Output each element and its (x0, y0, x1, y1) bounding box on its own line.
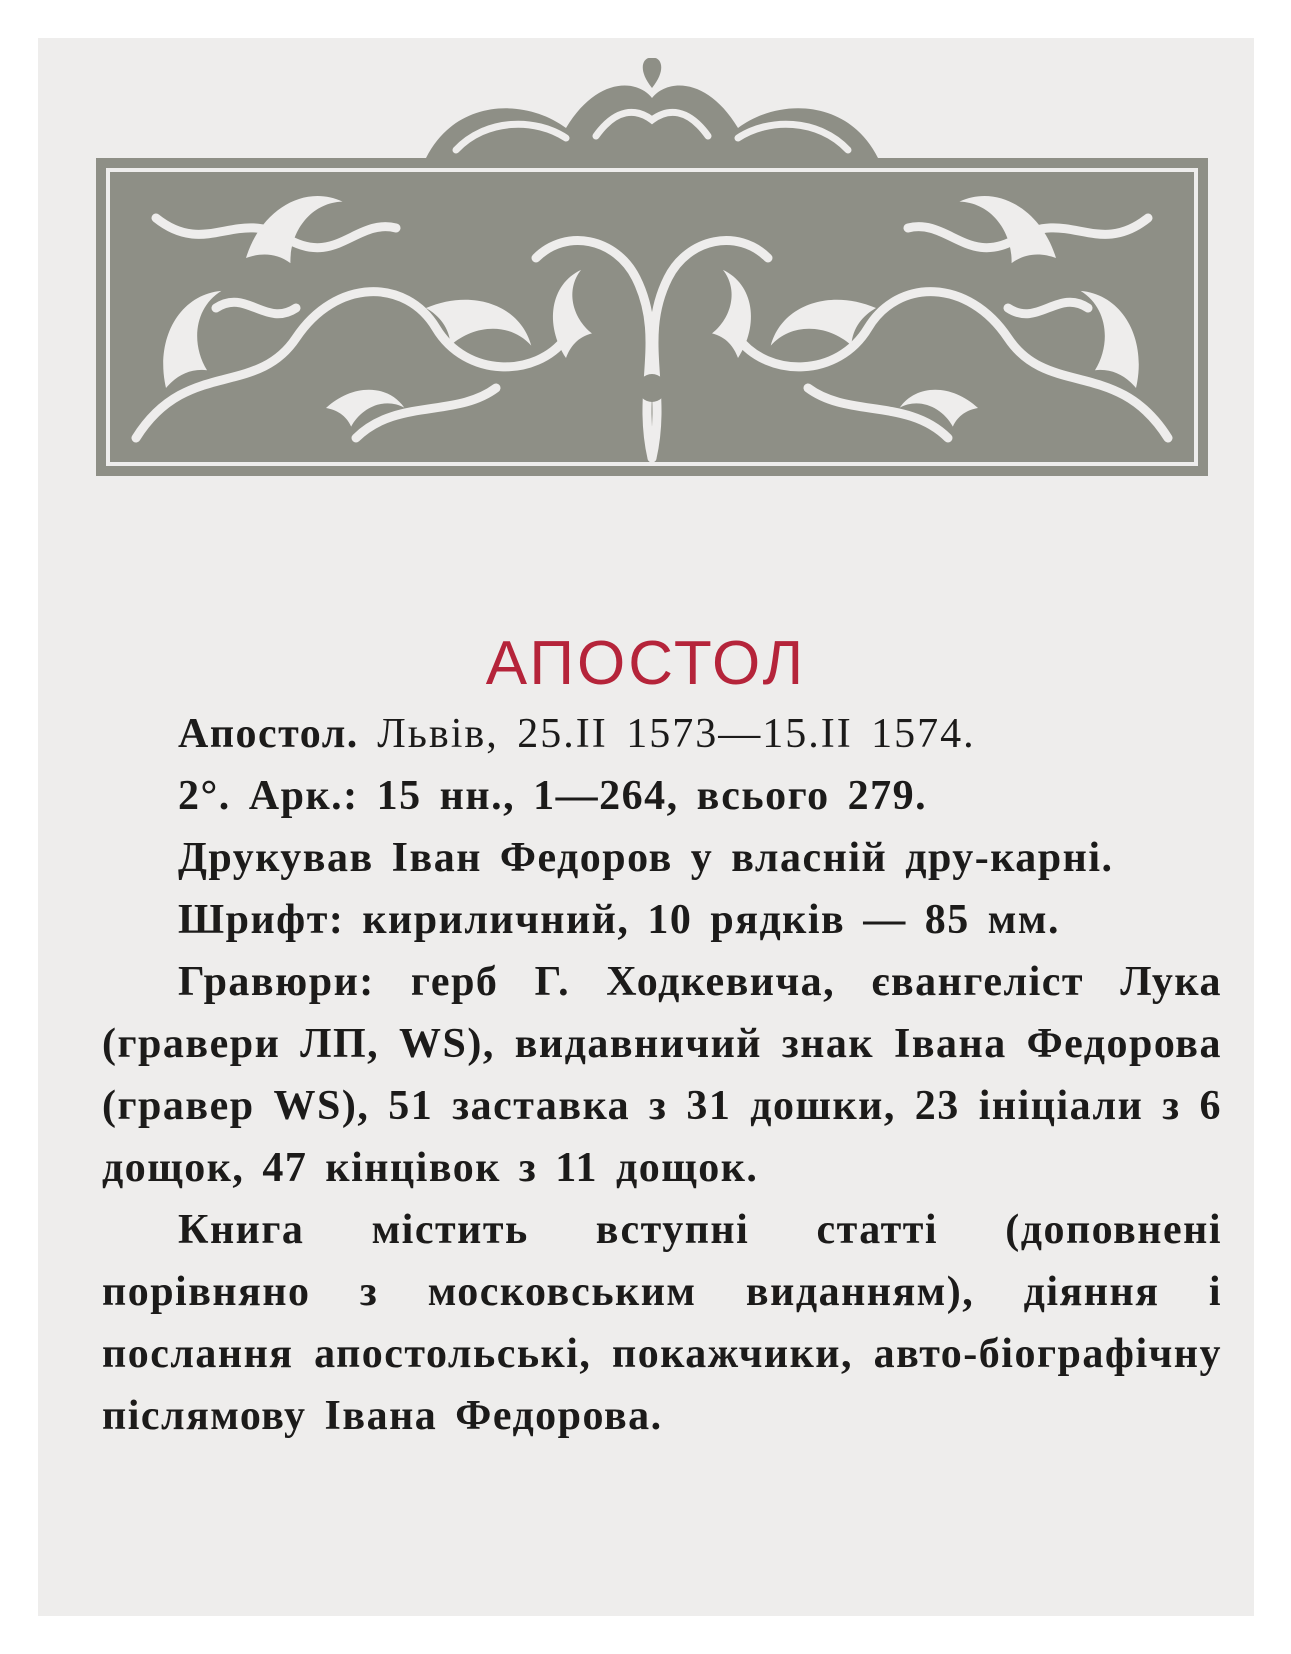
imprint-place-date: Львів, 25.II 1573—15.II 1574. (358, 711, 976, 757)
book-page (38, 38, 1254, 1616)
contents-paragraph: Книга містить вступні статті (доповнені порівняно з московським виданням), діяння і послання апостольські, покажчики, авто-біографічну післямову Івана Федорова. (102, 1207, 1222, 1439)
collation-paragraph: 2°. Арк.: 15 нн., 1—264, всього 279. (178, 773, 928, 819)
description-text (102, 703, 1222, 1447)
imprint-paragraph (102, 703, 1222, 765)
ornamental-headpiece (96, 58, 1208, 538)
engravings-paragraph: Гравюри: герб Г. Ходкевича, євангеліст Лука (гравери ЛП, WS), видавничий знак Івана Федорова (гравер WS), 51 заставка з 31 дошки, 23 ініціали з 6 дощок, 47 кінцівок з 11 дощок. (102, 959, 1222, 1191)
printer-paragraph: Друкував Іван Федоров у власній дру-карні. (178, 835, 1114, 881)
imprint-title: Апостол. (178, 711, 359, 757)
typeface-paragraph: Шрифт: кириличний, 10 рядків — 85 мм. (178, 897, 1060, 943)
page-title: АПОСТОЛ (485, 629, 807, 698)
ornament-crest (426, 58, 878, 158)
